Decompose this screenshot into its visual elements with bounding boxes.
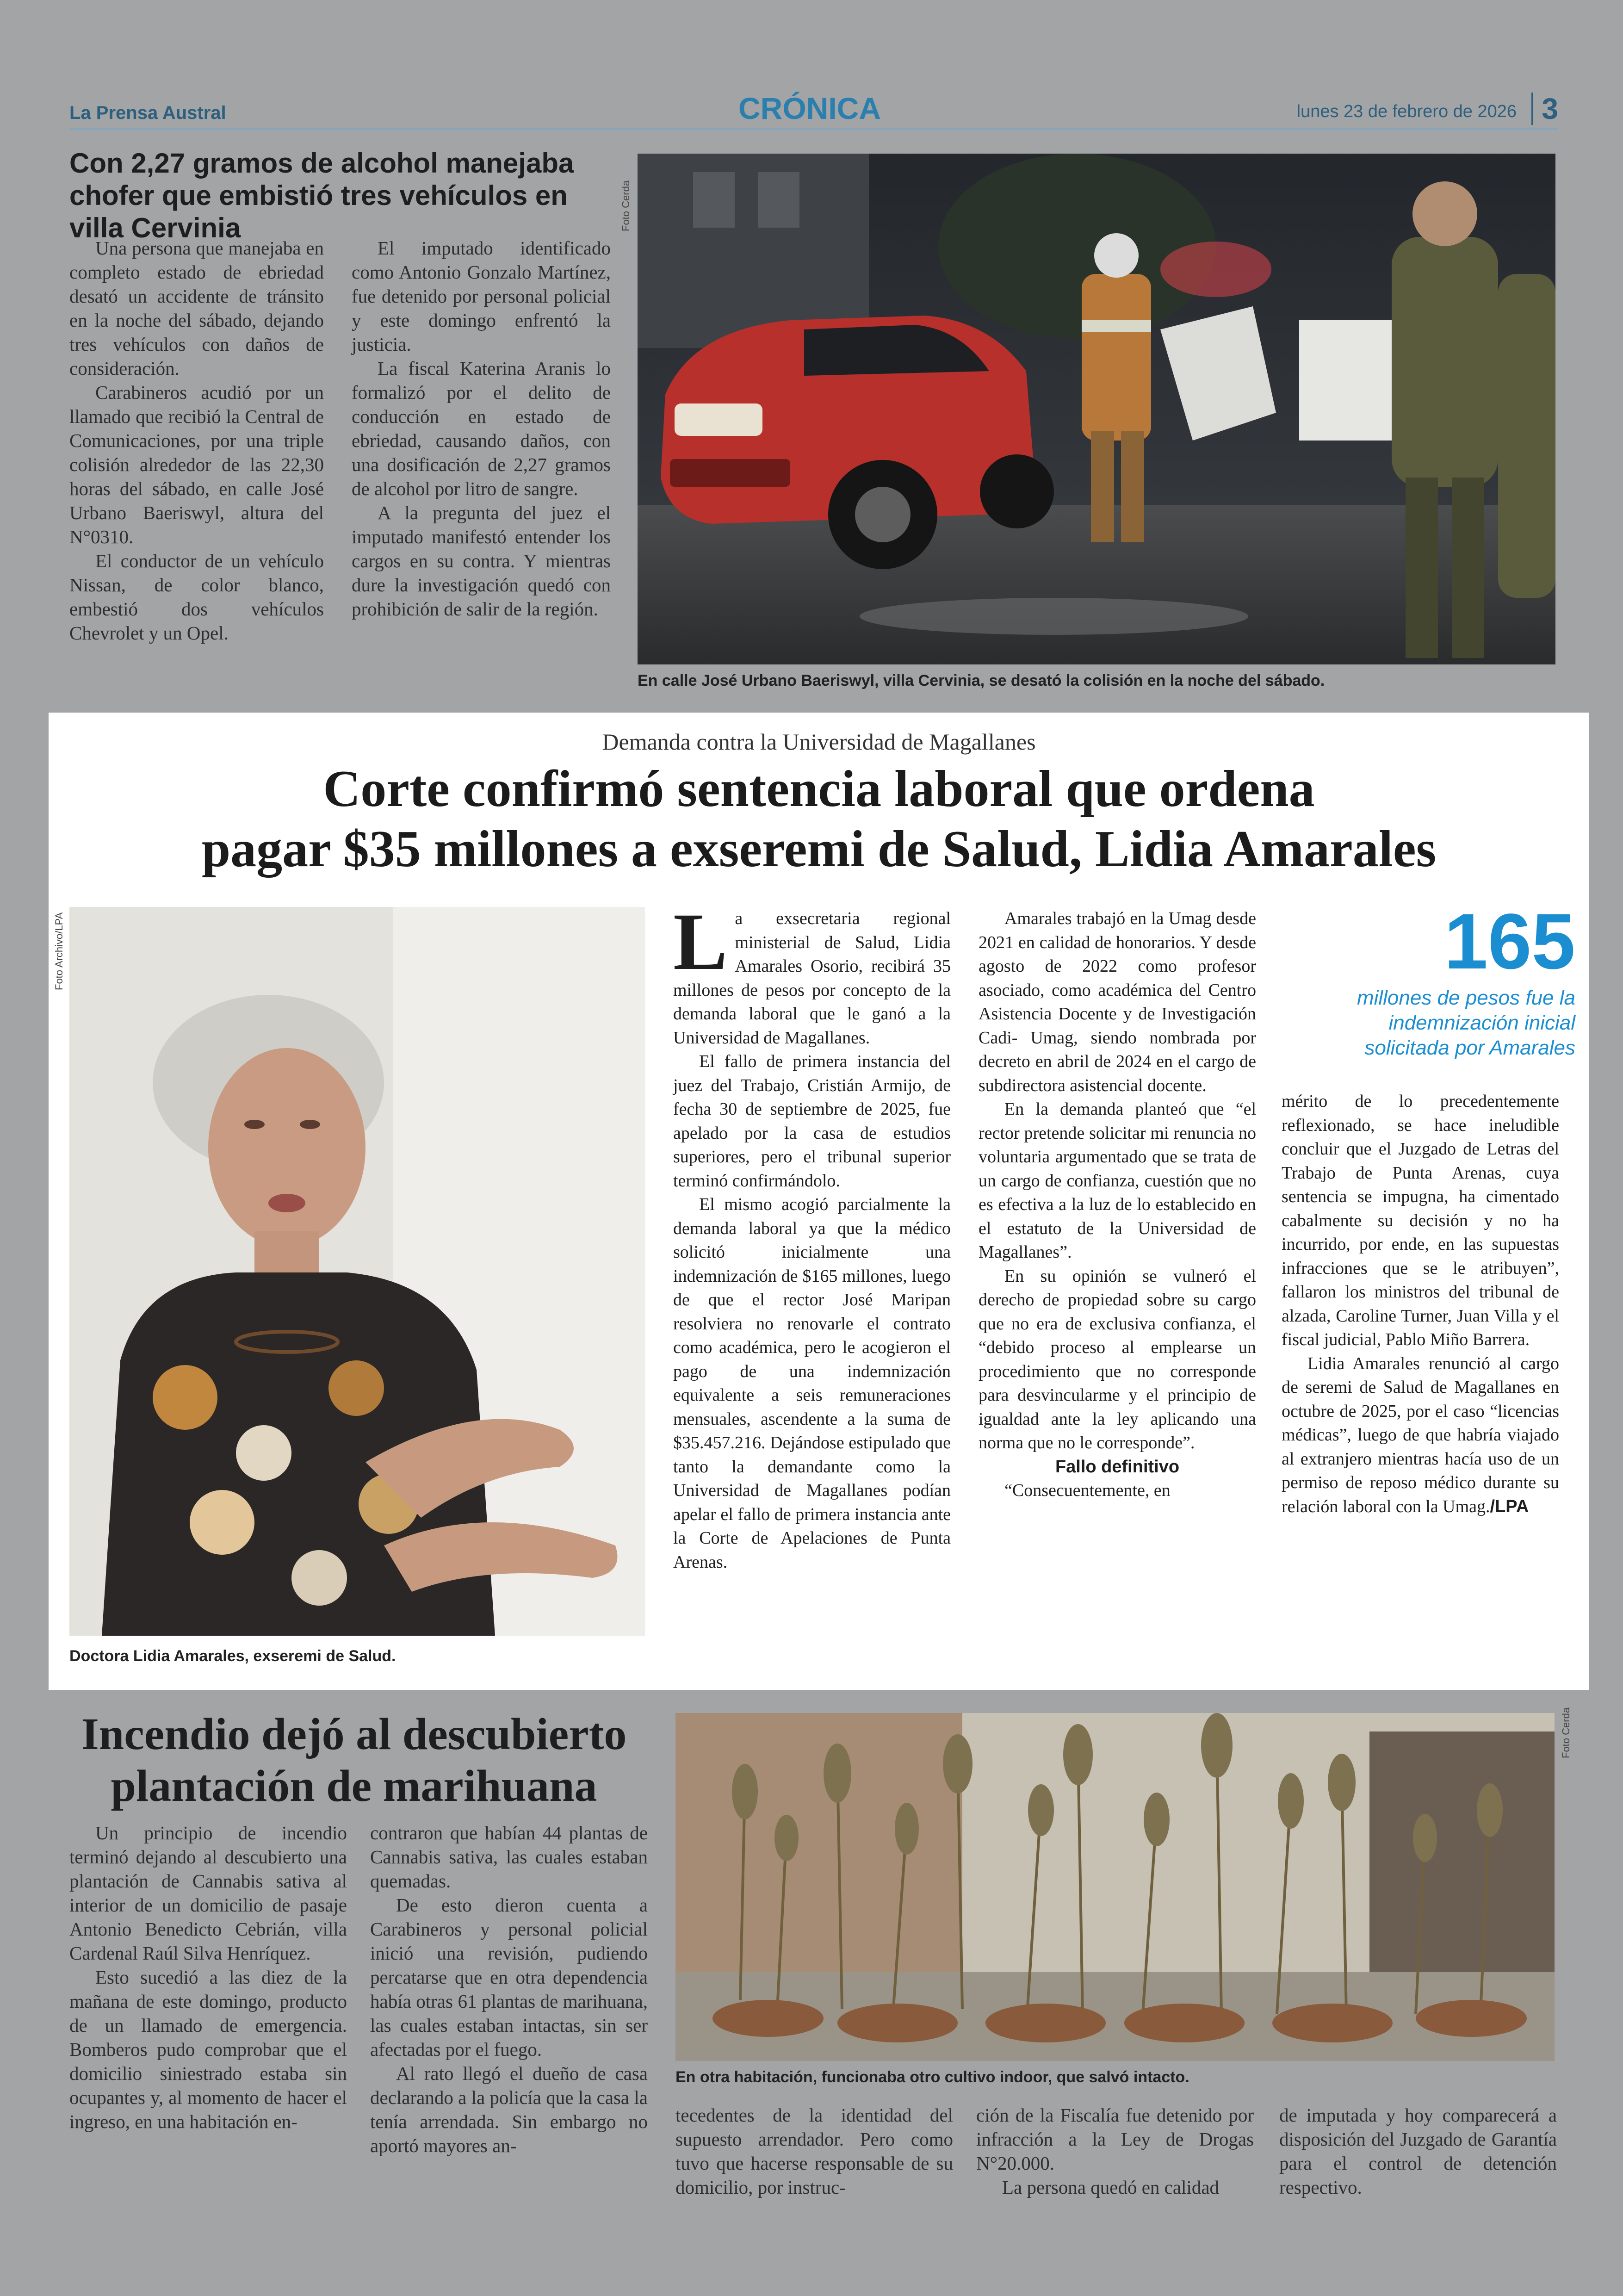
story2-col1-p3: El mismo acogió parcialmente la demanda laboral ya que la médico solicitó inicialmente una indemnización de $165 millones, luego de que el rector José Maripan resolviera no renovarle el contrato como académica, pero le acogieron el pago de una indemnización equivalente a seis remuneraciones mensuales, ascendente a la suma de $35.457.216. Dejándose estipulado que tanto la demandante como la Universidad de Magallanes podían apelar el fallo de primera instancia ante la Corte de Apelaciones de Punta Arenas. [673, 1195, 951, 1572]
plantation-illustration [675, 1713, 1555, 2061]
story2-col1-p2: El fallo de primera instancia del juez del Trabajo, Cristián Armijo, de fecha 30 de septiembre de 2025, fue apelado por la casa de estudios superiores, pero el tribunal superior terminó confirmándolo. [673, 1052, 951, 1191]
page-number: 3 [1531, 93, 1558, 125]
story1-col1-p2: Carabineros acudió por un llamado que recibió la Central de Comunicaciones, por una triple colisión alrededor de las 22,30 horas del sábado, en calle José Urbano Baeriswyl, altura del N°0310. [69, 382, 324, 547]
story3-col2-p3: Al rato llegó el dueño de casa declarando a la policía que la casa la tenía arrendada. Sin embargo no aportó mayores an- [370, 2063, 648, 2156]
story2-kicker: Demanda contra la Universidad de Magallanes [602, 729, 1036, 755]
story2-headline [49, 759, 1589, 879]
crash-scene-illustration [638, 154, 1555, 664]
story2-photo-credit: Foto Archivo/LPA [53, 912, 65, 990]
story1-column-2 [352, 236, 611, 621]
portrait-illustration [69, 907, 645, 1636]
story1-photo [638, 154, 1555, 664]
paper-name: La Prensa Austral [69, 103, 226, 123]
featured-article [49, 713, 1589, 1690]
story1-col1-p3: El conductor de un vehículo Nissan, de color blanco, embestió dos vehículos Chevrolet y un Opel. [69, 550, 324, 644]
story3-col4-p2: La persona quedó en calidad [1002, 2177, 1220, 2198]
story2-column-2 [979, 907, 1256, 1503]
story2-col3-p1: mérito de lo precedentemente reflexionado, se hace ineludible concluir que el Juzgado de Letras del Trabajo de Punta Arenas, cuya sentencia se impugna, ha cimentado cabalmente su decisión y no ha incurrido, por ende, en las supuestas infracciones que se le atribuyen”, fallaron los ministros del tribunal de alzada, Caroline Turner, Juan Villa y el fiscal judicial, Pablo Miño Barrera. [1282, 1092, 1559, 1349]
story3-headline: Incendio dejó al descubierto plantación de marihuana [81, 1709, 627, 1811]
story2-col3-p2 [1282, 1352, 1559, 1519]
story3-col5-p1: de imputada y hoy comparecerá a disposición del Juzgado de Garantía para el control de detención respectivo. [1279, 2104, 1557, 2198]
story1-col1-p1: Una persona que manejaba en completo estado de ebriedad desató un accidente de tránsito en la noche del sábado, dejando tres vehículos con daños de consideración. [69, 237, 324, 379]
highlight-text: millones de pesos fue la indemnización inicial solicitada por Amarales [1357, 987, 1575, 1059]
story1-col2-p2: La fiscal Katerina Aranis lo formalizó por el delito de conducción en estado de ebriedad, causando daños, con una dosificación de 2,27 gramos de alcohol por litro de sangre. [352, 358, 611, 499]
masthead-rule [69, 128, 1558, 130]
story3-col1-p1: Un principio de incendio terminó dejando al descubierto una plantación de Cannabis sativa al interior de un domicilio de pasaje Antonio Benedicto Cebrián, villa Cardenal Raúl Silva Henríquez. [69, 1822, 347, 1964]
story3-photo-credit: Foto Cerda [1560, 1707, 1572, 1758]
story2-col3-p2-text: Lidia Amarales renunció al cargo de seremi de Salud de Magallanes en octubre de 2025, por el caso “licencias médicas”, luego de que habría viajado al extranjero mientras hacía uso de un permiso de reposo médico durante su relación laboral con la Umag. [1282, 1353, 1559, 1516]
story2-col2-p3: En su opinión se vulneró el derecho de propiedad sobre su cargo que no era de exclusiva confianza, el “debido proceso al emplearse un procedimiento que no corresponde para desvincularme y el principio de igualdad ante la ley aplicando una norma que no le corresponde”. [979, 1266, 1256, 1452]
story2-col1-lead [673, 897, 951, 1050]
section-title: CRÓNICA [738, 91, 881, 125]
story1-col2-p1: El imputado identificado como Antonio Gonzalo Martínez, fue detenido por personal policial y este domingo enfrentó la justicia. [352, 237, 611, 355]
story3-column-2 [370, 1821, 648, 2158]
story2-portrait-photo [69, 907, 645, 1636]
story2-col1-lead-text: a exsecretaria regional ministerial de Salud, Lidia Amarales Osorio, recibirá 35 millones de pesos por concepto de la demanda laboral que le ganó a la Universidad de Magallanes. [673, 909, 951, 1048]
story2-col2-end: “Consecuentemente, en [1004, 1481, 1171, 1500]
story3-col3-p1: tecedentes de la identidad del supuesto arrendador. Pero como tuvo que hacerse responsable de su domicilio, por instruc- [675, 2104, 953, 2198]
highlight-number: 165 [1444, 898, 1575, 986]
story1-photo-credit: Foto Cerda [620, 180, 632, 231]
story3-caption: En otra habitación, funcionaba otro cultivo indoor, que salvó intacto. [675, 2068, 1189, 2086]
story2-headline-line-1: Corte confirmó sentencia laboral que ordena [323, 760, 1315, 818]
story1-col2-p3: A la pregunta del juez el imputado manifestó entender los cargos en su contra. Y mientras dure la investigación quedó con prohibición de salir de la región. [352, 502, 611, 620]
story3-photo [675, 1713, 1555, 2061]
story3-column-1 [69, 1821, 347, 2134]
story2-signature: /LPA [1490, 1496, 1529, 1516]
story2-caption: Doctora Lidia Amarales, exseremi de Salud. [69, 1647, 396, 1665]
issue-date: lunes 23 de febrero de 2026 [1296, 102, 1517, 121]
story2-col2-p1: Amarales trabajó en la Umag desde 2021 en calidad de honorarios. Y desde agosto de 2022 como profesor asociado, como académica del Centro Asistencia Docente y de Investigación Cadi- Umag, siendo nombrada por decreto en abril de 2024 en el cargo de subdirectora asistencial docente. [979, 909, 1256, 1095]
story3-column-3 [675, 2103, 953, 2199]
story2-subhead: Fallo definitivo [1055, 1457, 1180, 1477]
story2-col2-p2: En la demanda planteó que “el rector pretende solicitar mi renuncia no voluntaria argumentado que se trata de un cargo de confianza, cuestión que no es efectiva a la luz de lo establecido en el estatuto de la Universidad de Magallanes”. [979, 1099, 1256, 1262]
story3-col2-p1: contraron que habían 44 plantas de Cannabis sativa, las cuales estaban quemadas. [370, 1822, 648, 1892]
story2-dropcap: L [673, 897, 728, 987]
story2-column-1 [673, 897, 951, 1574]
story1-caption: En calle José Urbano Baeriswyl, villa Cervinia, se desató la colisión en la noche del sábado. [638, 672, 1325, 689]
story3-col2-p2: De esto dieron cuenta a Carabineros y personal policial inició una revisión, pudiendo percatarse que en otra dependencia había otras 61 plantas de marihuana, las cuales estaban intactas, sin ser afectadas por el fuego. [370, 1894, 648, 2060]
story1-column-1 [69, 236, 324, 645]
story2-headline-line-2: pagar $35 millones a exseremi de Salud, Lidia Amarales [201, 820, 1437, 878]
story3-column-5 [1279, 2103, 1557, 2199]
story2-column-3 [1282, 1090, 1559, 1519]
story3-col4-p1: ción de la Fiscalía fue detenido por infracción a la Ley de Drogas N°20.000. [976, 2104, 1254, 2174]
story1-headline: Con 2,27 gramos de alcohol manejaba chofer que embistió tres vehículos en villa Cervinia [69, 148, 574, 243]
story3-column-4 [976, 2103, 1254, 2199]
story3-col1-p2: Esto sucedió a las diez de la mañana de este domingo, producto de un llamado de emergencia. Bomberos pudo comprobar que el domicilio siniestrado estaba sin ocupantes y, al momento de hacer el ingreso, en una habitación en- [69, 1967, 347, 2132]
